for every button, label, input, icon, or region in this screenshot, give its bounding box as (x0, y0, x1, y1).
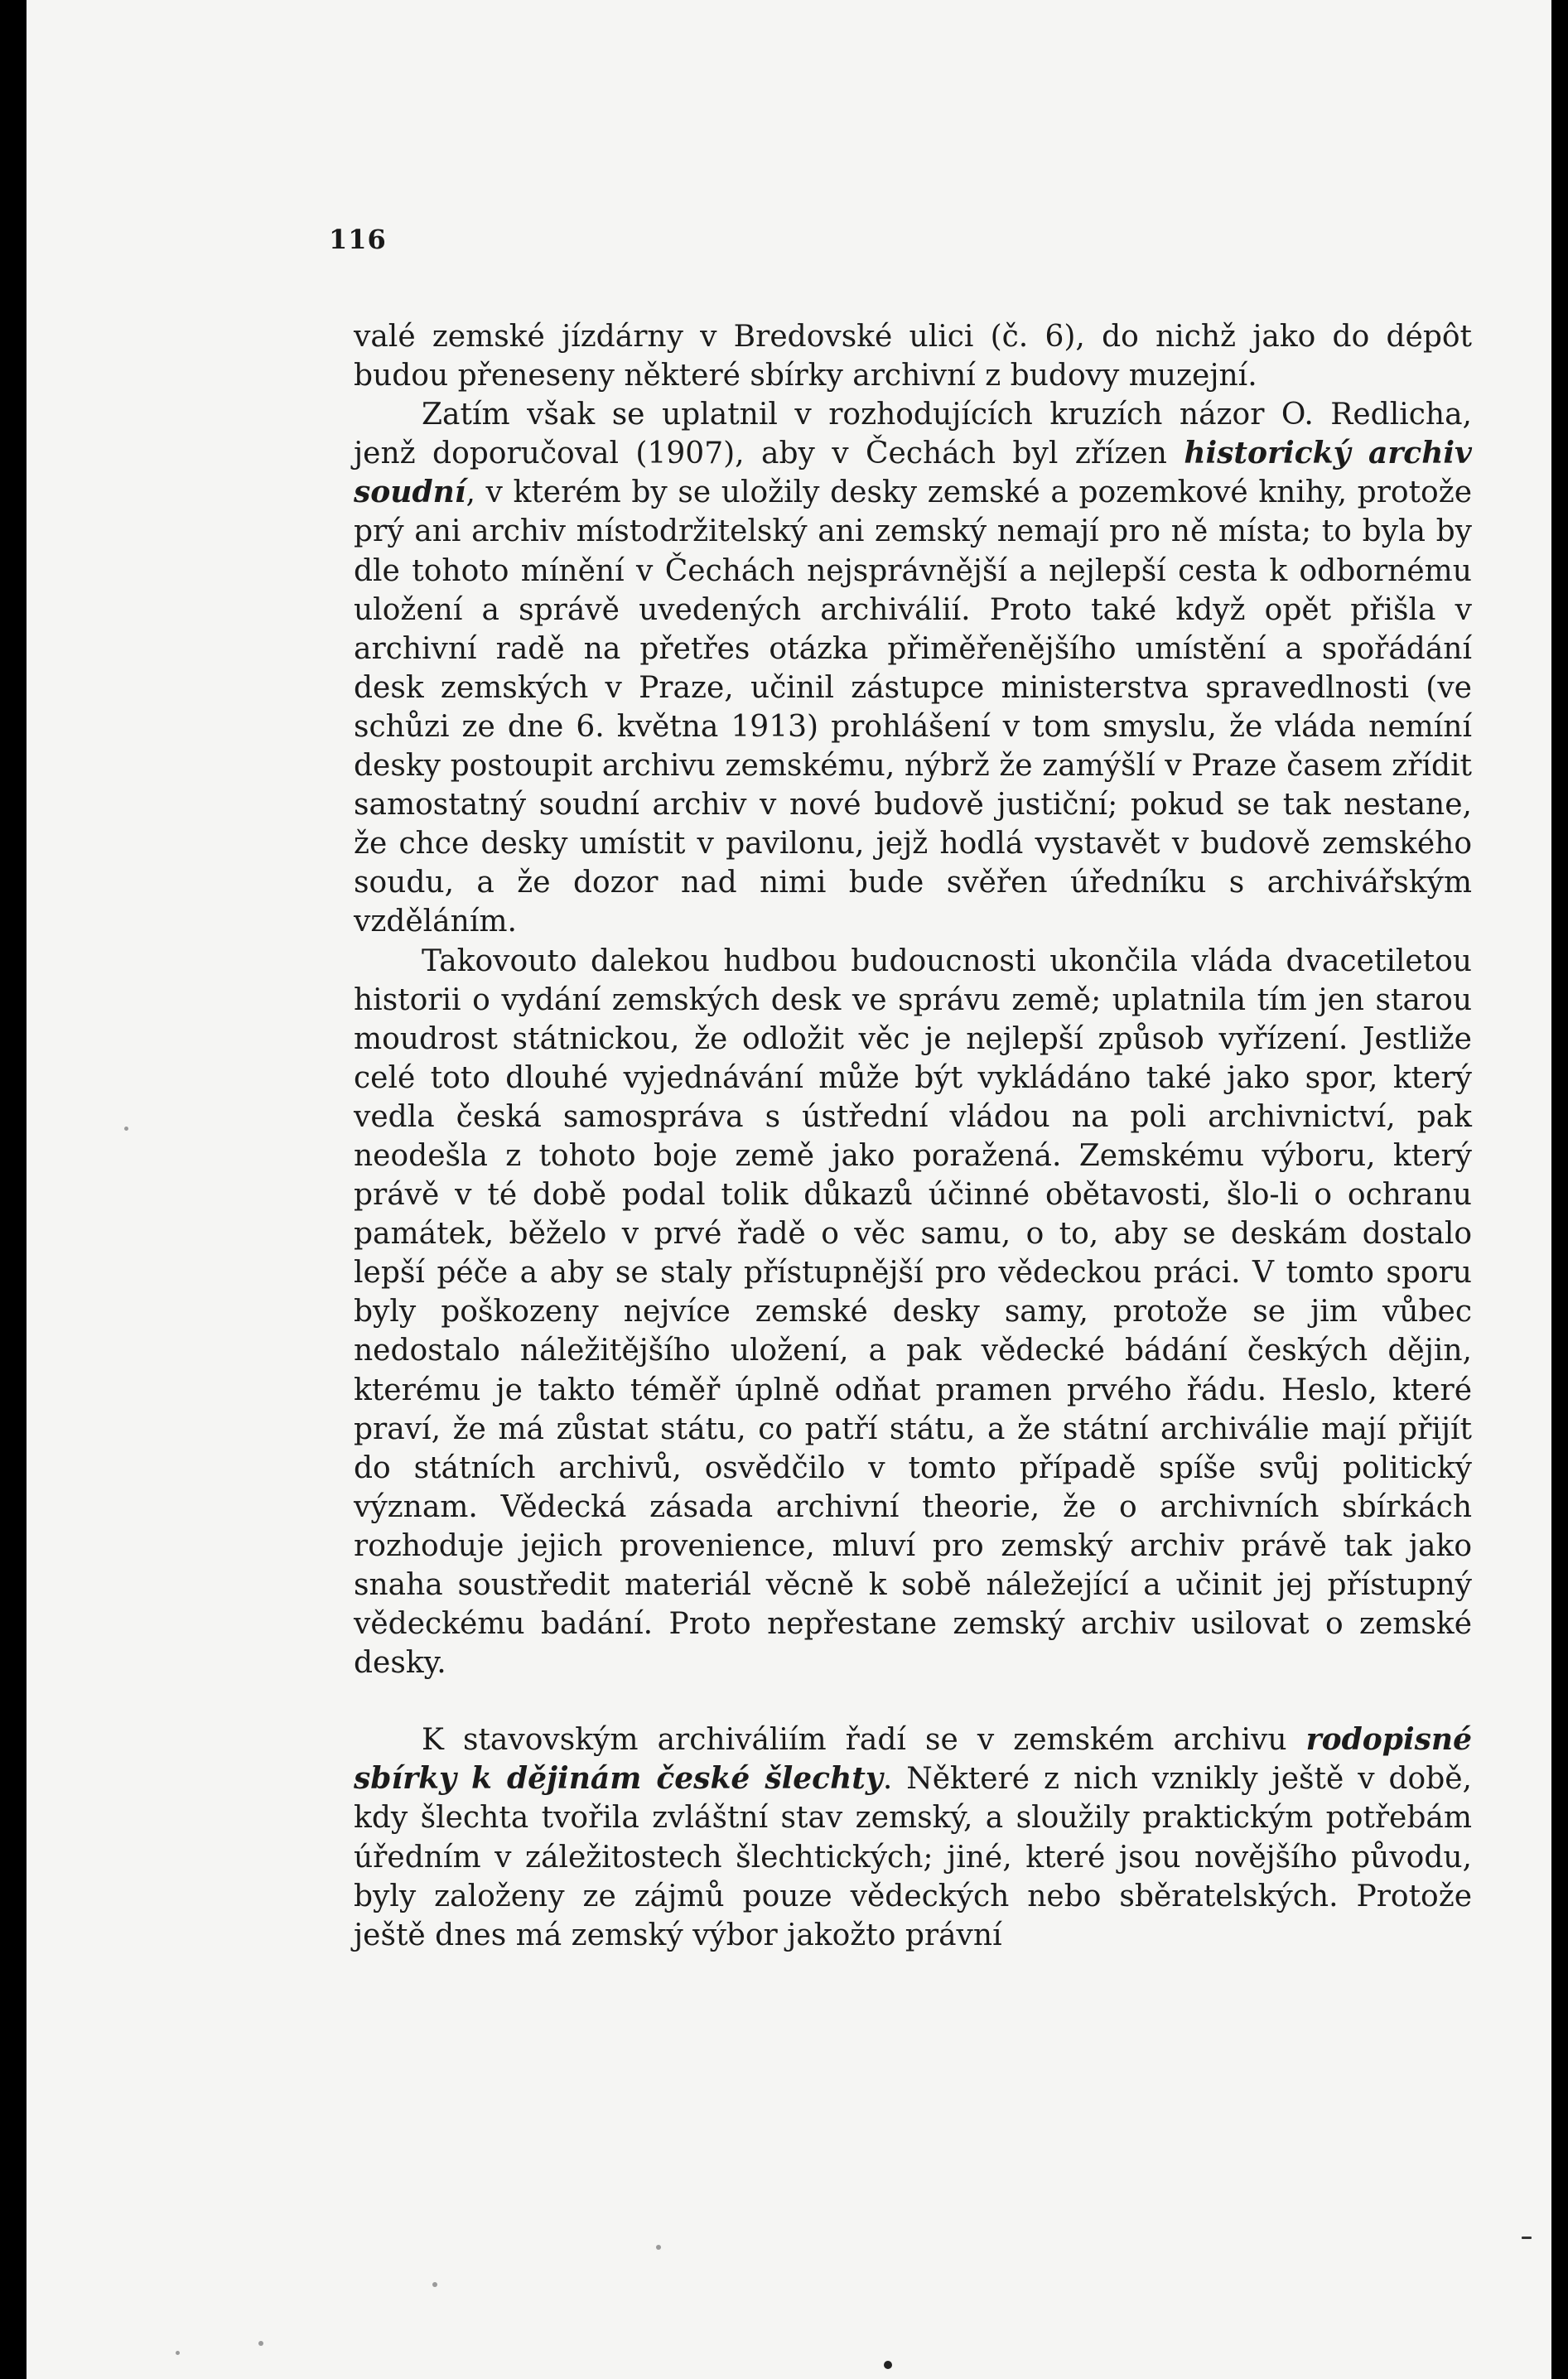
text-run: . Některé z nich vznikly ještě v době, kdy šlechta tvořila zvláštní stav zemský, a sloužily praktickým potřebám úředním v záležitostech šlechtických; jiné, které jsou novějšího původu, byly založeny ze zájmů pouze vědeckých nebo sběratelských. Protože ještě dnes má zemský výbor jakožto právní (354, 1762, 1472, 1952)
scan-speck (176, 2351, 180, 2355)
emphasized-term: historický archiv soudní (354, 436, 1472, 510)
text-run: Zatím však se uplatnil v rozhodujících kruzích názor O. Redlicha, jenž doporučoval (1907), aby v Čechách byl zřízen (354, 398, 1472, 471)
body-text (354, 317, 1472, 1955)
scan-speck (656, 2245, 661, 2250)
text-run: K stavovským archiváliím řadí se v zemském archivu (422, 1723, 1306, 1758)
text-run: , v kterém by se uložily desky zemské a pozemkové knihy, protože prý ani archiv místodržitelský ani zemský nemají pro ně místa; to byla by dle tohoto mínění v Čechách nejsprávnější a nejlepší cesta k odbornému uložení a správě uvedených archiválií. Proto také když opět přišla v archivní radě na přetřes otázka přiměřenějšího umístění a spořádání desk zemských v Praze, učinil zástupce ministerstva spravedlnosti (ve schůzi ze dne 6. května 1913) prohlášení v tom smyslu, že vláda nemíní desky postoupit archivu zemskému, nýbrž že zamýšlí v Praze časem zřídit samostatný soudní archiv v nové budově justiční; pokud se tak nestane, že chce desky umístit v pavilonu, jejž hodlá vystavět v budově zemského soudu, a že dozor nad nimi bude svěřen úředníku s archivářským vzděláním. (354, 475, 1472, 939)
scan-speck (258, 2341, 263, 2346)
text-run: valé zemské jízdárny v Bredovské ulici (č. 6), do nichž jako do dépôt budou přeneseny některé sbírky archivní z budovy muzejní. (354, 320, 1472, 393)
paragraph (354, 1720, 1472, 1955)
scan-border (1551, 0, 1568, 2379)
scan-speck (1522, 2237, 1532, 2239)
scan-speck (432, 2282, 437, 2287)
paragraph (354, 395, 1472, 941)
scan-speck (124, 1127, 128, 1131)
page-number: 116 (329, 224, 387, 255)
paragraph (354, 942, 1472, 1683)
book-page (27, 0, 1552, 2379)
paragraph (354, 317, 1472, 395)
emphasized-term: rodopisné sbírky k dějinám české šlechty (354, 1722, 1472, 1797)
text-run: Takovouto dalekou hudbou budoucnosti ukončila vláda dvacetiletou historii o vydání zemských desk ve správu země; uplatnila tím jen starou moudrost státnickou, že odložit věc je nejlepší způsob vyřízení. Jestliže celé toto dlouhé vyjednávání může být vykládáno také jako spor, který vedla česká samospráva s ústřední vládou na poli archivnictví, pak neodešla z tohoto boje země jako poražená. Zemskému výboru, který právě v té době podal tolik důkazů účinné obětavosti, šlo-li o ochranu památek, běželo v prvé řadě o věc samu, o to, aby se deskám dostalo lepší péče a aby se staly přístupnější pro vědeckou práci. V tomto sporu byly poškozeny nejvíce zemské desky samy, protože se jim vůbec nedostalo náležitějšího uložení, a pak vědecké bádání českých dějin, kterému je takto téměř úplně odňat pramen prvého řádu. Heslo, které praví, že má zůstat státu, co patří státu, a že státní archiválie mají přijít do státních archivů, osvědčilo v tomto případě spíše svůj politický význam. Vědecká zásada archivní theorie, že o archivních sbírkách rozhoduje jejich provenience, mluví pro zemský archiv právě tak jako snaha soustředit materiál věcně k sobě náležející a učinit jej přístupný vědeckému badání. Proto nepřestane zemský archiv usilovat o zemské desky. (354, 943, 1472, 1681)
scan-speck (884, 2361, 892, 2369)
